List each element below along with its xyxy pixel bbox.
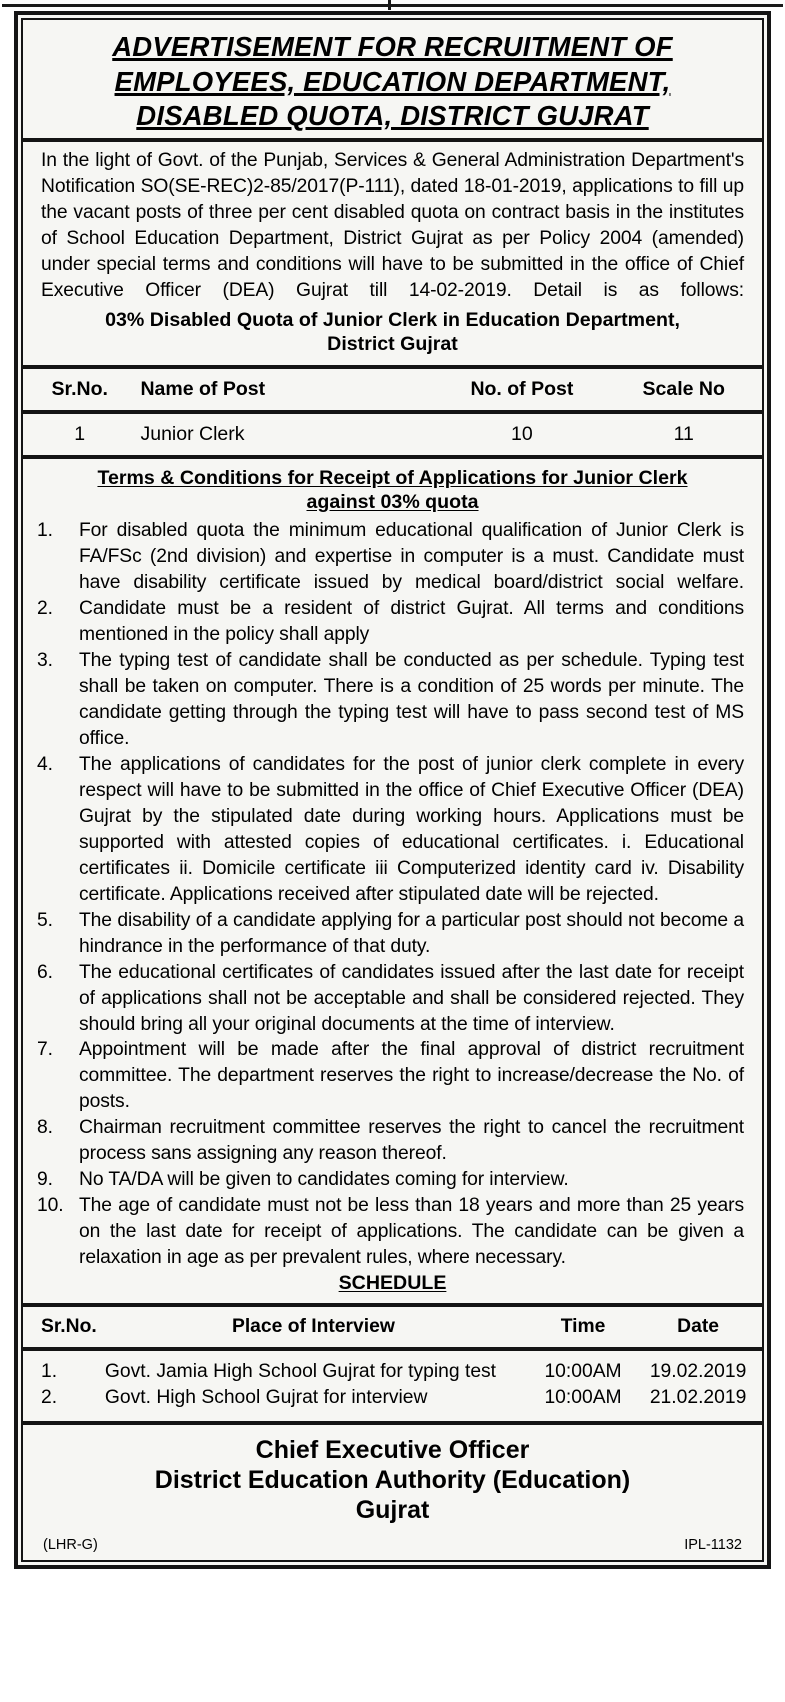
list-item [37,648,744,752]
list-item-text: Appointment will be made after the final approval of district recruitment committee. The department reserves the right to increase/decrease the No. of posts. [79,1039,744,1113]
headline-line-1: ADVERTISEMENT FOR RECRUITMENT OF [112,31,673,62]
schedule-header-time: Time [560,1316,606,1338]
advertisement-inner-frame [21,18,764,1562]
list-item [37,1115,744,1167]
schedule-cell-sr: 2. [41,1387,58,1409]
schedule-heading-text: SCHEDULE [338,1272,447,1295]
terms-heading-line-1: Terms & Conditions for Receipt of Applications for Junior Clerk [97,466,688,489]
schedule-cell-time: 10:00AM [544,1361,622,1383]
list-item-text: The applications of candidates for the post of junior clerk complete in every respect will have to be submitted in the office of Chief Executive Officer (DEA) Gujrat by the stipulated date during working hours. Applications must be supported with attested copies of educational certificates. i. Educational certificates ii. Domicile certificate iii Computerized identity card iv. Disability certificate. Applications received after stipulated date will be rejected. [79,753,744,905]
terms-section [23,459,762,1303]
posts-header-name: Name of Post [140,377,266,400]
schedule-heading [33,1271,752,1303]
schedule-header-place: Place of Interview [231,1316,395,1338]
list-item-text: Candidate must be a resident of district Gujrat. All terms and conditions mentioned in the policy shall apply [79,598,744,646]
intro-subheading-line-2: District Gujrat [327,333,458,356]
table-header-row [33,1307,752,1347]
posts-table-header [33,369,752,410]
list-item-text: The typing test of candidate shall be conducted as per schedule. Typing test shall be taken on computer. There is a condition of 25 words per minute. The candidate getting through the typing test will have to pass second test of MS office. [79,650,744,750]
headline-line-2: EMPLOYEES, EDUCATION DEPARTMENT, [114,65,671,97]
schedule-cell-date: 19.02.2019 [649,1361,747,1383]
footer-reference-code: IPL-1132 [684,1537,742,1554]
list-item [37,752,744,908]
footer-bar [33,1531,752,1560]
table-row [33,1351,752,1385]
list-item-text: The disability of a candidate applying for a particular post should not become a hindrance in the performance of that duty. [79,909,744,957]
schedule-cell-date: 21.02.2019 [649,1387,747,1409]
schedule-table-body [33,1351,752,1421]
list-item [37,908,744,960]
advertisement-container [14,11,771,1569]
schedule-header-date: Date [677,1316,719,1338]
list-item-number: 7. [37,1039,53,1061]
list-item-text: For disabled quota the minimum educational qualification of Junior Clerk is FA/FSc (2nd division) and expertise in computer is a must. Candidate must have disability certificate issued by medical board/district social welfare. [79,520,744,594]
list-item-text: The educational certificates of candidates issued after the last date for receipt of applications shall not be acceptable and shall be considered rejected. They should bring all your original documents at the time of interview. [79,961,744,1035]
page-title [33,20,752,138]
posts-table-body [33,414,752,455]
list-item [37,960,744,1038]
list-item [37,518,744,596]
terms-heading-line-2: against 03% quota [306,490,479,513]
intro-subheading [33,304,752,365]
schedule-cell-sr: 1. [41,1361,58,1383]
list-item [37,1167,744,1193]
posts-cell-scale: 11 [673,422,694,445]
headline-section [23,20,762,138]
schedule-cell-place: Govt. High School Gujrat for interview [104,1387,428,1409]
signature-line-1: Chief Executive Officer [255,1436,530,1465]
posts-cell-name: Junior Clerk [140,422,245,445]
footer-edition-code: (LHR-G) [43,1537,98,1554]
table-row [33,414,752,455]
table-header-row [33,369,752,410]
list-item-number: 9. [37,1169,53,1191]
posts-header-number: No. of Post [470,377,574,400]
schedule-header-section [23,1307,762,1347]
list-item-text: Chairman recruitment committee reserves the right to cancel the recruitment process sans assigning any reason thereof. [79,1117,744,1165]
list-item [37,1193,744,1271]
list-item-number: 6. [37,961,53,983]
terms-list [33,518,752,1271]
intro-subheading-line-1: 03% Disabled Quota of Junior Clerk in Education Department, [105,308,680,331]
signature-line-3: Gujrat [355,1496,430,1525]
posts-header-scale: Scale No [642,377,725,400]
posts-cell-number: 10 [511,422,533,445]
schedule-table-header [33,1307,752,1347]
page-top-rule [0,0,785,11]
list-item [37,1037,744,1115]
list-item-text: No TA/DA will be given to candidates coming for interview. [79,1169,569,1191]
list-item-number: 10. [37,1195,64,1217]
top-divider-line [2,4,783,7]
list-item-number: 1. [37,520,53,542]
schedule-cell-time: 10:00AM [544,1387,622,1409]
posts-cell-sr: 1 [74,422,86,445]
table-row [33,1385,752,1421]
list-item [37,596,744,648]
schedule-cell-place: Govt. Jamia High School Gujrat for typing test [104,1361,497,1383]
signature-block [33,1425,752,1531]
list-item-number: 8. [37,1117,53,1139]
top-column-tick [388,0,391,11]
posts-header-sr: Sr.No. [51,377,108,400]
signature-section [23,1425,762,1560]
posts-table-body-section [23,414,762,455]
signature-line-2: District Education Authority (Education) [154,1466,631,1495]
posts-table-header-section [23,369,762,410]
list-item-number: 5. [37,909,53,931]
schedule-header-sr: Sr.No. [41,1316,97,1338]
list-item-number: 2. [37,598,53,620]
terms-heading [33,459,752,517]
schedule-body-section [23,1351,762,1421]
list-item-text: The age of candidate must not be less than 18 years and more than 25 years on the last date for receipt of applications. The candidate can be given a relaxation in age as per prevalent rules, where necessary. [79,1195,744,1269]
intro-paragraph: In the light of Govt. of the Punjab, Services & General Administration Department's Notification SO(SE-REC)2-85/2017(P-111), dated 18-01-2019, applications to fill up the vacant posts of three per cent disabled quota on contract basis in the institutes of School Education Department, District Gujrat as per Policy 2004 (amended) under special terms and conditions will have to be submitted in the office of Chief Executive Officer (DEA) Gujrat till 14-02-2019. Detail is as follows: [41,149,744,301]
list-item-number: 4. [37,753,53,775]
list-item-number: 3. [37,650,53,672]
headline-line-3: DISABLED QUOTA, DISTRICT GUJRAT [136,100,649,132]
intro-section [23,142,762,365]
